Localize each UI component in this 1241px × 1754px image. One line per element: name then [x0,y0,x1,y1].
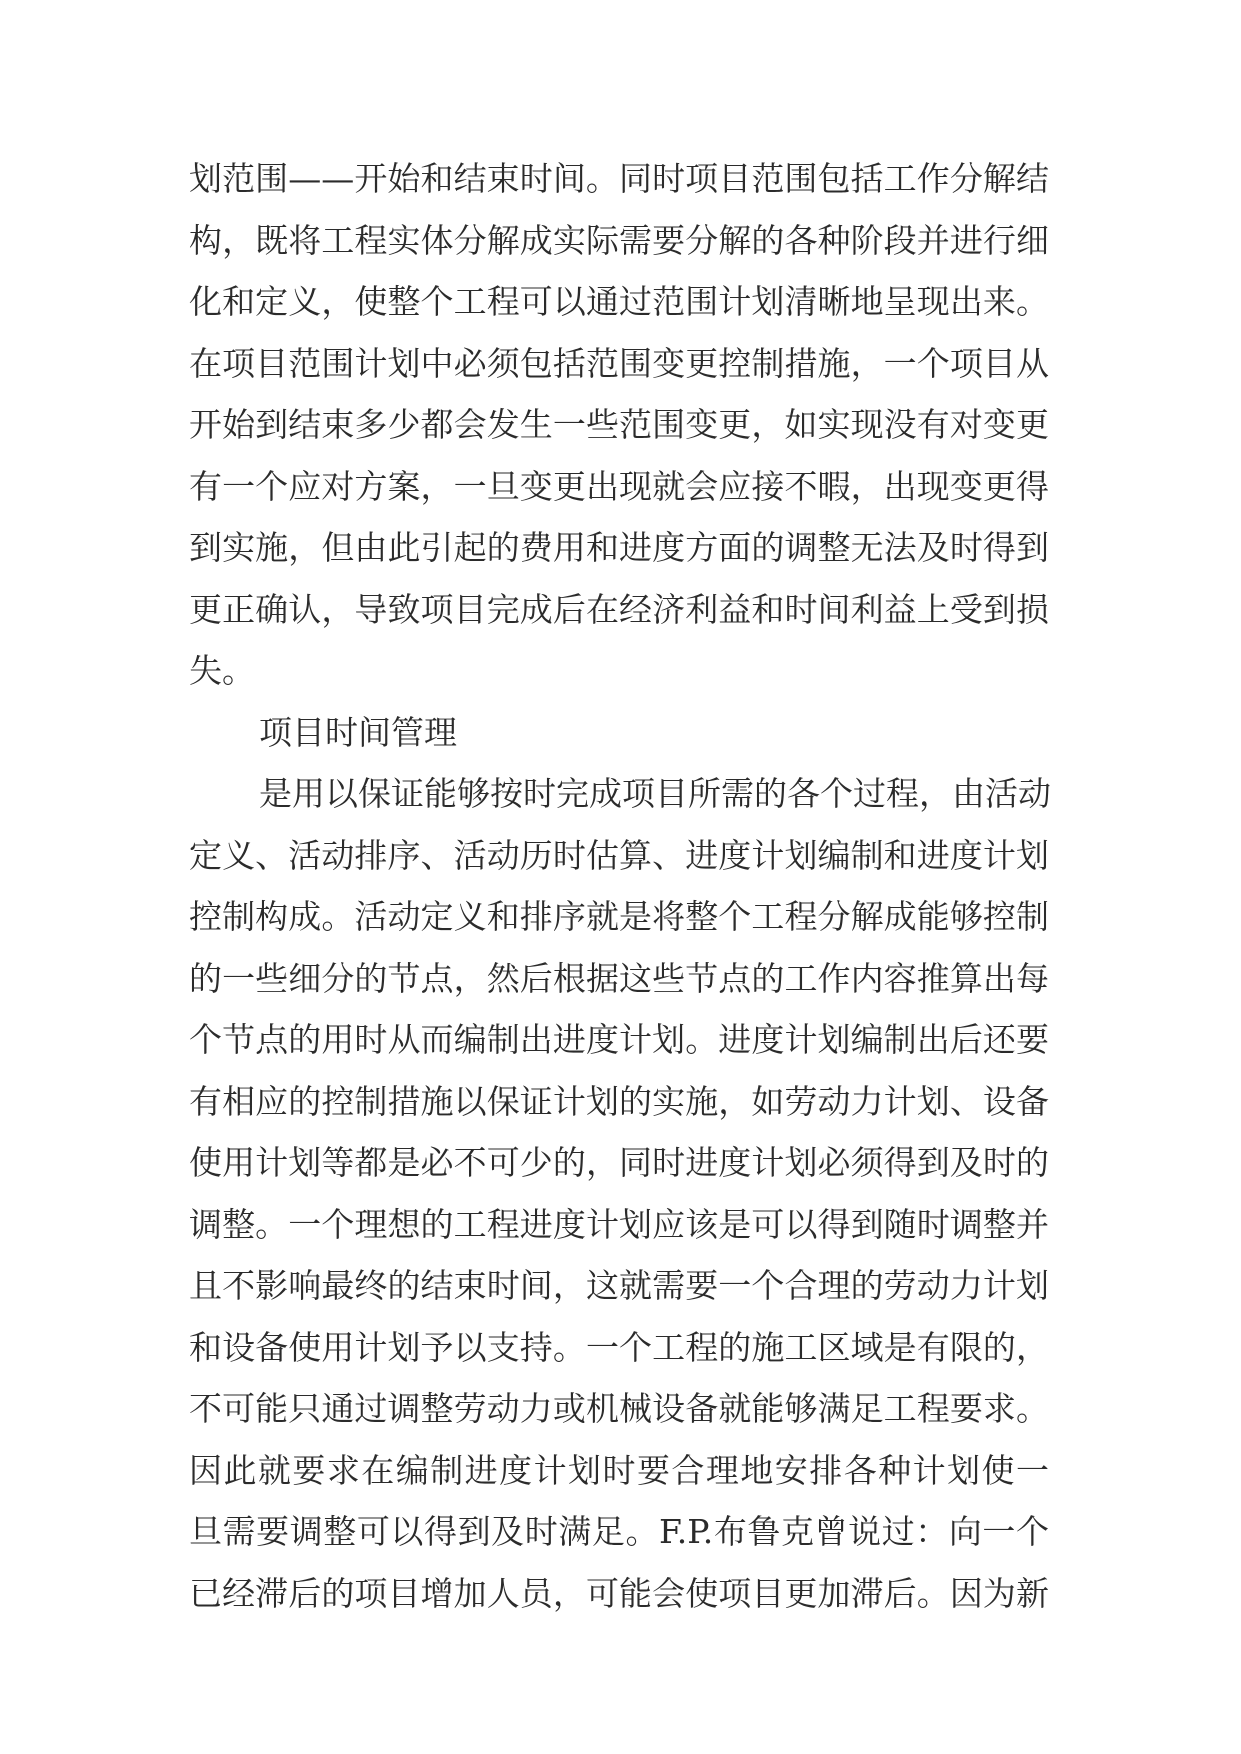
text-line: 是用以保证能够按时完成项目所需的各个过程，由活动 [259,774,1051,813]
text-line: 旦需要调整可以得到及时满足。F.P.布鲁克曾说过：向一个 [189,1512,1049,1551]
text-line: 个节点的用时从而编制出进度计划。进度计划编制出后还要 [189,1020,1049,1059]
body-text [189,148,1049,1624]
text-line: 不可能只通过调整劳动力或机械设备就能够满足工程要求。 [189,1389,1049,1428]
text-line: 构，既将工程实体分解成实际需要分解的各种阶段并进行细 [189,220,1049,260]
time-management-paragraph [189,763,1049,1624]
text-line: 有相应的控制措施以保证计划的实施，如劳动力计划、设备 [189,1081,1049,1121]
text-line: 使用计划等都是必不可少的，同时进度计划必须得到及时的 [189,1143,1049,1182]
text-line: 因此就要求在编制进度计划时要合理地安排各种计划使一 [189,1450,1049,1490]
text-line: 定义、活动排序、活动历时估算、进度计划编制和进度计划 [189,835,1049,875]
text-line: 失。 [189,651,255,690]
text-line: 化和定义，使整个工程可以通过范围计划清晰地呈现出来。 [189,282,1049,321]
text-line: 调整。一个理想的工程进度计划应该是可以得到随时调整并 [189,1204,1049,1244]
text-line: 已经滞后的项目增加人员，可能会使项目更加滞后。因为新 [189,1573,1049,1613]
text-line: 开始到结束多少都会发生一些范围变更，如实现没有对变更 [189,405,1049,444]
text-line: 和设备使用计划予以支持。一个工程的施工区域是有限的， [189,1327,1049,1367]
text-line: 有一个应对方案，一旦变更出现就会应接不暇，出现变更得 [189,466,1049,506]
text-line: 划范围——开始和结束时间。同时项目范围包括工作分解结 [189,159,1049,198]
text-line: 在项目范围计划中必须包括范围变更控制措施，一个项目从 [189,343,1049,383]
text-line: 且不影响最终的结束时间，这就需要一个合理的劳动力计划 [189,1266,1049,1305]
text-line: 的一些细分的节点，然后根据这些节点的工作内容推算出每 [189,958,1049,998]
section-heading: 项目时间管理 [259,712,457,752]
text-line: 到实施，但由此引起的费用和进度方面的调整无法及时得到 [189,528,1049,567]
text-line: 更正确认，导致项目完成后在经济利益和时间利益上受到损 [189,589,1049,629]
scope-change-paragraph [189,148,1049,702]
text-line: 控制构成。活动定义和排序就是将整个工程分解成能够控制 [189,897,1049,936]
